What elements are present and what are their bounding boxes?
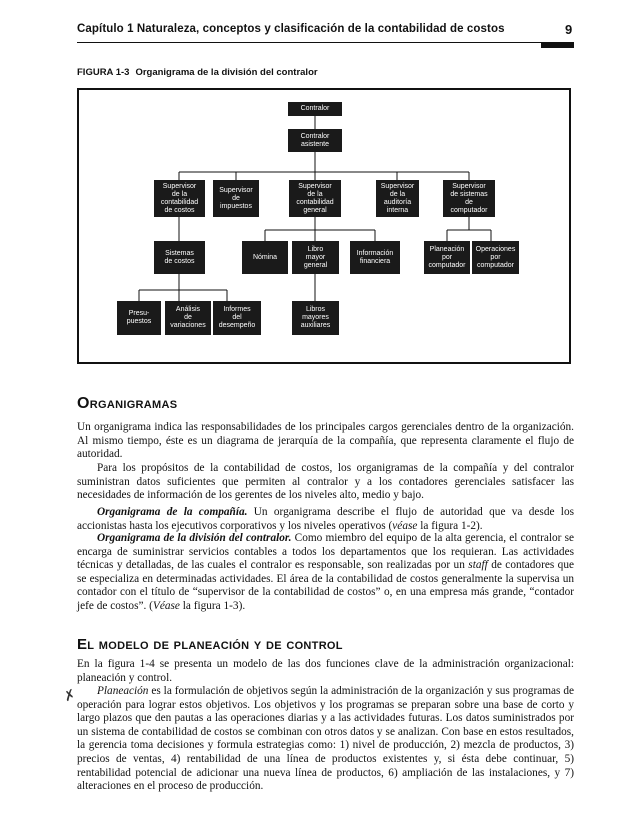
figure-caption	[77, 67, 318, 78]
paragraph: Para los propósitos de la contabilidad de costos, los organigramas de la compañía y del contralor suministran datos suficientes que permiten al contralor y a los contadores gerenciales satisfacer las necesidades de información de los gerentes de los niveles alto, medio y bajo.	[77, 462, 574, 502]
box-supervisor-sistemas-computador: Supervisor de sistemas de computador	[443, 180, 495, 217]
paragraph: Organigrama de la compañía. Un organigrama describe el flujo de autoridad que va desde los accionistas hasta los ejecutivos corporativos y los niveles operativos (véase la figura 1-2).	[77, 506, 574, 532]
org-chart	[77, 88, 571, 364]
handwritten-margin-mark: ✗	[61, 686, 79, 706]
term-organigrama-compania: Organigrama de la compañía.	[97, 506, 248, 518]
section-title-modelo-planeacion-control: El modelo de planeación y de control	[77, 636, 343, 653]
paragraph: Planeación es la formulación de objetivos según la administración de la organización y sus programas de operación para lograr estos objetivos. Los objetivos y los programas se preparan sobre una base de corto y largo plazos que den pautas a las operaciones diarias y a las actividades futuras. Los datos suministrados por un sistema de contabilidad de costos se combinan con otros datos y se analizan. Con base en estos resultados, la gerencia toma decisiones y formula estrategias como: 1) nivel de producción, 2) mezcla de productos, 3) precios de ventas, 4) rentabilidad de una línea de productos existentes y, si ésta debe continuar, 5) rentabilidad potencial de adicionar una nueva línea de productos, 6) ampliación de las instalaciones, y 7) alteraciones en el proceso de producción.	[77, 685, 574, 793]
paragraph: En la figura 1-4 se presenta un modelo de las dos funciones clave de la administración organizacional: planeación y control.	[77, 658, 574, 684]
header-thumb-tab	[541, 43, 574, 48]
running-head: Capítulo 1 Naturaleza, conceptos y clasificación de la contabilidad de costos	[77, 23, 505, 35]
box-sistemas-costos: Sistemas de costos	[154, 241, 205, 274]
box-supervisor-auditoria-interna: Supervisor de la auditoría interna	[376, 180, 419, 217]
section-title-organigramas: Organigramas	[77, 395, 178, 412]
box-libro-mayor-general: Libro mayor general	[292, 241, 339, 274]
box-supervisor-contabilidad-general: Supervisor de la contabilidad general	[289, 180, 341, 217]
box-nomina: Nómina	[242, 241, 288, 274]
box-supervisor-contabilidad-costos: Supervisor de la contabilidad de costos	[154, 180, 205, 217]
box-presupuestos: Presu- puestos	[117, 301, 161, 335]
box-analisis-variaciones: Análisis de variaciones	[165, 301, 211, 335]
term-planeacion: Planeación	[97, 685, 149, 697]
box-supervisor-impuestos: Supervisor de impuestos	[213, 180, 259, 217]
page-number: 9	[565, 22, 573, 37]
box-contralor: Contralor	[288, 102, 342, 116]
box-planeacion-computador: Planeación por computador	[424, 241, 470, 274]
figure-label: FIGURA 1-3	[77, 67, 130, 78]
paragraph: Un organigrama indica las responsabilidades de los principales cargos gerenciales dentro de la organización. Al mismo tiempo, éste es un diagrama de jerarquía de la compañía, que representa claramente el flujo de autoridad.	[77, 421, 574, 461]
box-operaciones-computador: Operaciones por computador	[472, 241, 519, 274]
box-informes-desempeno: Informes del desempeño	[213, 301, 261, 335]
box-libros-mayores-auxiliares: Libros mayores auxiliares	[292, 301, 339, 335]
figure-title: Organigrama de la división del contralor	[135, 67, 318, 78]
paragraph: Organigrama de la división del contralor. Como miembro del equipo de la alta gerencia, el contralor se encarga de suministrar servicios contables a todos los departamentos que los requieran. Las actividades técnicas y detalladas, de las cuales el contralor es responsable, son realizadas por un staff de contadores que se especializa en determinadas actividades. El área de la contabilidad de costos generalmente la supervisa un contador con el título de “supervisor de la contabilidad de costos” o, en una empresa más grande, “contador jefe de costos”. (Véase la figura 1-3).	[77, 532, 574, 612]
box-informacion-financiera: Información financiera	[350, 241, 400, 274]
term-organigrama-division-contralor: Organigrama de la división del contralor.	[97, 532, 292, 544]
box-contralor-asistente: Contralor asistente	[288, 129, 342, 152]
header-rule	[77, 42, 574, 43]
